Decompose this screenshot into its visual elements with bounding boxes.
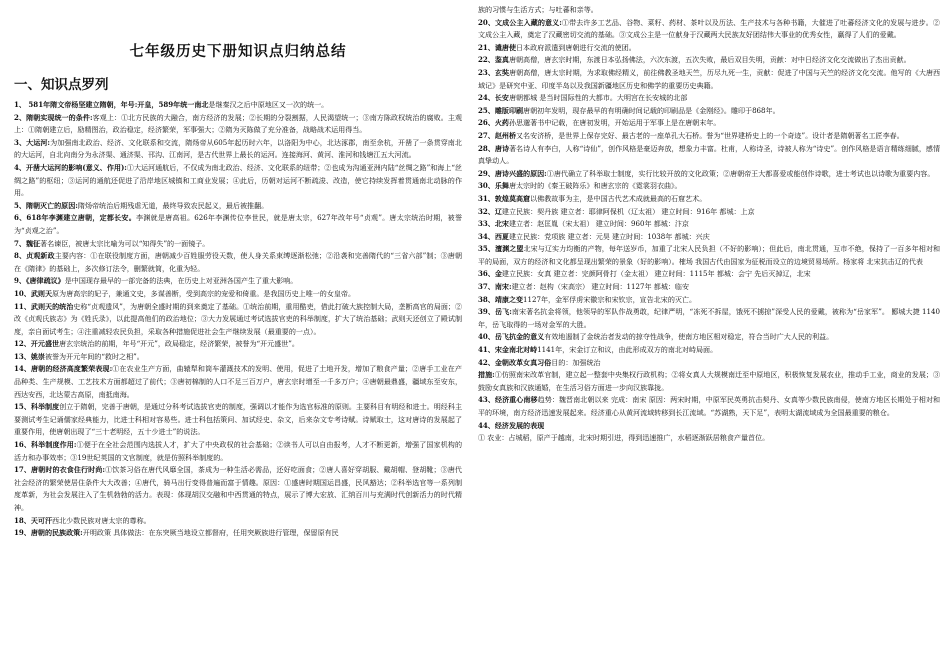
item-heading: 33、北宋 [478, 219, 509, 229]
item-heading: 12、开元盛世 [14, 339, 60, 349]
knowledge-item [14, 363, 462, 401]
item-text: ①仿照南宋改革官制，建立起一整套中央集权行政机构；②将女真人大规模南迁至中原地区，积极恢复发展农业，推动手工业，商业的发展；③鼓励女真族和汉族通婚，在生活习俗方面进一步向汉族靠拢。 [478, 370, 940, 392]
item-text: 唐太宗时的《秦王破阵乐》和唐玄宗的《霓裳羽衣曲》。 [508, 181, 682, 191]
knowledge-item [478, 231, 940, 244]
knowledge-item [478, 243, 940, 268]
item-heading: 32、辽 [478, 206, 502, 216]
item-heading: 18、天可汗 [14, 515, 52, 525]
item-text: 原为唐高宗的妃子，兼通文史，多谋善断，受到高宗的宠爱和倚重。是我国历史上唯一的女皇帝。 [52, 288, 356, 298]
knowledge-item [478, 42, 940, 55]
item-heading: 22、鉴真 [478, 55, 509, 65]
item-text: 唐朝都城 是当时国际性的大都市。大明宫在长安城的北部 [508, 93, 688, 103]
item-heading: 4、开凿大运河的影响(意义、作用): [14, 162, 127, 172]
knowledge-item [14, 338, 462, 351]
item-heading: 31、敦煌莫高窟 [478, 193, 531, 203]
item-heading: 3、大运河: [14, 137, 51, 147]
item-heading: 16、科举制度作用: [14, 440, 77, 450]
item-heading: 29、唐诗兴盛的原因: [478, 168, 547, 178]
knowledge-item [478, 143, 940, 168]
knowledge-item [478, 268, 940, 281]
item-text: 以佛教故事为主，是中国古代艺术成就最高的石窟艺术。 [530, 193, 707, 203]
item-text: 史称“贞观遗风”，为唐朝全盛时期的到来奠定了基础。①统治前期，重用酷吏，借此打破大族控制大局，垄断高官的局面；②改《贞观氏族志》为《姓氏录》，以此提高他们的政治地位；③大力发展通过考试选拔官吏的科举制度，扩大了统治基础；武则天还创立了殿试制度，亲自面试考生；④注重减轻农民负担，采取各种措施促进社会生产继续发展（最重要的一点）。 [14, 301, 462, 336]
item-text: 西北少数民族对唐太宗的尊称。 [52, 515, 151, 525]
item-text: ①大运河通航后，不仅成为南北政治、经济、文化联系的纽带；②也成为沟通亚洲内陆“丝绸之路”和海上“丝绸之路”的枢纽；③运河的通航还促进了沿岸地区城镇和工商业发展；④此后，历朝对运河不断疏浚、改造，使它持续发挥着贯通南北动脉的作用。 [14, 162, 462, 198]
item-heading: 27、赵州桥 [478, 130, 516, 140]
right-column [478, 4, 940, 668]
item-text: 南宋著名抗金将领，他领导的军队作战勇敢，纪律严明，“冻死不拆屋，饿死不掳掠”深受人民的爱戴，被称为“岳家军”。 郾城大捷 1140年，岳飞取得的一场对金军的大胜。 [478, 307, 940, 329]
item-heading: 44、经济发展的表现 [478, 420, 545, 430]
knowledge-item [478, 168, 940, 181]
knowledge-item [478, 92, 940, 105]
item-heading: 30、乐舞 [478, 181, 509, 191]
item-text: 孙思邈著书中记载，在唐初发明，开始运用于军事上是在唐朝末年。 [508, 118, 721, 128]
item-text: 为加强南北政治、经济、文化联系和交流，隋炀帝从605年起历时六年，以洛阳为中心，北达涿郡，南至余杭，开凿了一条贯穿南北的大运河，自北向南分为永济渠、通济渠、邗沟、江南河，是古代世界上最长的运河。连接海河、黄河、淮河和钱塘江五大河流。 [14, 137, 462, 160]
item-text: 唐朝初年发明，现存最早的有明确时间记载的印刷品是《金刚经》。雕印于868年。 [523, 105, 780, 115]
item-heading: 1、 581年隋文帝杨坚建立隋朝，年号:开皇，589年统一南北 [14, 100, 209, 109]
knowledge-item [478, 130, 940, 143]
item-heading: 17、唐朝时的衣食住行时尚: [14, 465, 106, 475]
item-text: 李渊就是唐高祖。626年李渊传位李世民，就是唐太宗，627年改年号“贞观”。唐太宗统治时期，被誉为“贞观之治”。 [14, 213, 462, 235]
item-heading: 14、唐朝的经济高度繁荣表现: [14, 364, 113, 374]
item-text: 族的习惯与生活方式；与吐蕃和亲等。 [478, 5, 598, 14]
item-text: 1141年，宋金订立和议，由此形成双方的南北对峙局面。 [537, 345, 718, 355]
item-heading: 6、618年李渊建立唐朝，定都长安。 [14, 213, 136, 223]
item-heading: 26、火药 [478, 118, 509, 128]
item-text: 唐朝高僧，唐太宗时期，为求取佛经精义，前往佛教圣地天竺，历尽九死一生，贡献：促进了中国与天竺的经济文化交流。他写的《大唐西域记》是研究中亚、印度半岛以及我国新疆地区历史和佛学的重要历史典籍。 [478, 67, 940, 90]
item-text: 1127年，金军俘虏宋徽宗和宋钦宗，宣告北宋的灭亡。 [523, 294, 697, 304]
item-text: 著名谏臣，被唐太宗比喻为可以“知得失”的一面镜子。 [40, 238, 210, 248]
item-text: ①唐代确立了科举取士制度，实行比较开放的文化政策；②唐朝帝王大都喜爱或能创作诗歌，进士考试也以诗歌为重要内容。 [546, 168, 935, 178]
knowledge-item [478, 306, 940, 331]
knowledge-item [478, 54, 940, 67]
item-heading: 34、西夏 [478, 231, 509, 241]
item-text: 建立民族：女真 建立者：完颜阿骨打（金太祖） 建立时间：1115年 都城：会宁 先后灭掉辽，北宋 [501, 269, 811, 279]
item-heading: 37、南宋: [478, 282, 512, 292]
item-heading: 38、靖康之变 [478, 294, 524, 304]
knowledge-item [478, 281, 940, 294]
item-heading: 19、唐朝的民族政策: [14, 528, 83, 538]
item-heading: 25、雕版印刷 [478, 105, 524, 115]
item-heading: 35、澶渊之盟 [478, 244, 524, 254]
knowledge-item [14, 464, 462, 514]
item-heading: 21、谴唐使 [478, 42, 516, 52]
item-heading: 24、长安 [478, 93, 509, 103]
item-text: ①饮茶习俗在唐代风靡全国，茶成为一种生活必需品，还好吃面食；②唐人喜好穿胡服、戴胡帽、登胡靴；③唐代社会经济的繁荣使居住条件大大改善；④唐代，骑马出行变得普遍而富于情趣。原因：①盛唐时期国运昌盛，民风豁达；②科举选官等一系列制度革新，为社会发展注入了生机勃勃的活力。表现：体现胡汉交融和中西贯通的特点，展示了博大宏放、汇纳百川与充满时代创新活力的时代精神。 [14, 465, 462, 512]
item-heading: 43、经济重心南移 [478, 395, 538, 405]
item-heading: 11、武则天的统治 [14, 301, 74, 311]
item-text: 建立者：赵匡胤（宋太祖） 建立时间：960年 都城：汴京 [508, 219, 689, 229]
item-text: ①便于在全社会范围内选拔人才，扩大了中央政权的社会基础；②读书人可以自由报考，人才不断更新，增强了国家机构的活力和办事效率；③19世纪英国的文官制度，就是仿照科举制度的。 [14, 440, 462, 462]
knowledge-item [14, 200, 462, 213]
knowledge-item [478, 117, 940, 130]
item-heading: 40、岳飞抗金的意义 [478, 332, 545, 342]
item-text: 又名安济桥，是世界上保存完好、最古老的一座单孔大石桥。誉为“世界建桥史上的一个奇迹”。设计者是隋朝著名工匠李春。 [516, 130, 904, 140]
item-text: ①带去许多工艺品、谷物、菜籽、药材、茶叶以及历法、生产技术与各种书籍，大催进了吐蕃经济文化的发展与进步。②文成公主入藏，奠定了汉藏密切交流的基础。③文成公主是一位献身于汉藏两大民族友好团结伟大事业的优秀女性，赢得了人们的爱戴。 [478, 17, 940, 40]
item-text: 客观上：①北方民族的大融合，南方经济的发展；②长期的分裂割据，人民渴望统一；③南方陈政权统治的腐败。主观上：①隋朝建立后，励精图治，政治稳定，经济繁荣，军事强大；②隋为灭陈做了充分准备，战略战术运用得当。 [14, 112, 462, 135]
right-item-list [478, 4, 940, 445]
item-heading: 措施: [478, 370, 495, 380]
knowledge-item [478, 67, 940, 92]
item-text: 是中国现存最早的一部完备的法典，在历史上对亚洲各国产生了重大影响。 [64, 276, 298, 286]
knowledge-item [478, 206, 940, 219]
knowledge-item [478, 369, 940, 394]
left-item-list [14, 99, 462, 540]
item-text: 日本政府派遣到唐朝进行交流的使团。 [516, 42, 636, 52]
item-heading: 36、金 [478, 269, 502, 279]
knowledge-item [14, 301, 462, 339]
knowledge-item [14, 99, 462, 112]
knowledge-item [14, 112, 462, 137]
item-text: 目的：加强统治 [551, 357, 601, 367]
item-heading: 10、武则天 [14, 288, 52, 298]
knowledge-item [478, 17, 940, 42]
item-text: 开明政策 具体做法：在东突厥当地设立都督府，任用突厥族进行管理，保留原有民 [82, 528, 339, 538]
item-heading: 28、唐诗 [478, 143, 509, 153]
knowledge-item [14, 275, 462, 288]
item-heading: 5、隋朝灭亡的原因: [14, 200, 78, 210]
knowledge-item [14, 212, 462, 237]
item-text: 著名诗人有李白，人称“诗仙”，创作风格是豪迈奔放，想象力丰富。杜甫，人称诗圣，诗被人称为“诗史”。创作风格是语言精练细腻，感情真挚动人。 [478, 143, 940, 166]
knowledge-item [14, 162, 462, 200]
item-text: 趋势：魏晋南北朝以来 完成：南宋 原因：两宋时期，中原军民英勇抗击契丹、女真等少数民族南侵，使南方地区长期处于相对和平的环境，南方经济迅速发展起来。经济重心从黄河流域转移到长江流域。“苏湖熟，天下足”，表明太湖流域成为全国最重要的粮仓。 [478, 395, 940, 417]
knowledge-item [14, 401, 462, 439]
knowledge-item [478, 218, 940, 231]
item-heading: 7、魏征 [14, 238, 41, 248]
item-text: 有效地遏制了金统治者发动的掠夺性战争，使南方地区相对稳定，符合当时广大人民的利益。 [544, 332, 834, 342]
knowledge-item [478, 4, 940, 17]
knowledge-item [14, 351, 462, 364]
item-text: 唐朝高僧，唐玄宗时期，东渡日本弘扬佛法，六次东渡，五次失败，最后双目失明，贡献：对中日经济文化交流做出了杰出贡献。 [508, 55, 911, 65]
item-text: ①在农业生产方面，曲辕犁和筒车灌溉技术的发明、使用，促进了土地开发，增加了粮食产量；②唐手工业在产品种类、生产规模、工艺技术方面都超过了前代；③唐初棉制的人口不足三百万户，唐玄宗时增至一千多万户；④唐朝最鼎盛，疆域东至安东，西达安西，北达蒙古高原，南抵南海。 [14, 364, 462, 399]
knowledge-item [14, 515, 462, 528]
knowledge-item [478, 193, 940, 206]
item-text: 建立者：赵构（宋高宗） 建立时间：1127年 都城：临安 [511, 282, 690, 292]
knowledge-item [478, 420, 940, 433]
item-heading: 13、姚崇 [14, 351, 45, 361]
knowledge-item [478, 344, 940, 357]
section-heading: 一、知识点罗列 [14, 77, 109, 93]
item-text: 是继秦汉之后中原地区又一次的统一。 [208, 100, 329, 109]
item-text: 主要内容：①在联役制度方面，唐朝减少百姓服劳役天数，使人身关系束缚逐渐松弛；②沿袭和完善隋代的“三省六部”制；③唐朝在《隋律》的基础上，多次修订法令，删繁就简，化重为轻。 [14, 251, 462, 273]
knowledge-item [478, 180, 940, 193]
item-heading: 39、岳飞: [478, 307, 512, 317]
item-text: 建立民族：党项族 建立者：元昊 建立时间：1038年 都城：兴庆 [508, 231, 710, 241]
knowledge-item [14, 527, 462, 540]
item-text: 建立民族：契丹族 建立者：耶律阿保机（辽太祖） 建立时间：916年 都城：上京 [501, 206, 755, 216]
knowledge-item [14, 238, 462, 251]
knowledge-item [478, 331, 940, 344]
knowledge-item [478, 394, 940, 419]
item-text: 唐玄宗统治的前期，年号“开元”，政局稳定，经济繁荣，被誉为“开元盛世”。 [59, 339, 299, 349]
item-heading: 42、金朝改革女真习俗 [478, 357, 552, 367]
item-text: ① 农业：占城稻，原产于越南，北宋时期引进，得到迅速推广，水稻逐渐跃居粮食产量首位。 [478, 433, 770, 443]
item-heading: 8、贞观新政 [14, 251, 55, 261]
item-heading: 20、文成公主入藏的意义: [478, 17, 562, 27]
knowledge-item [14, 288, 462, 301]
knowledge-item [478, 105, 940, 118]
item-heading: 2、隋朝实现统一的条件: [14, 112, 93, 122]
document-title: 七年级历史下册知识点归纳总结 [129, 44, 347, 60]
knowledge-item [14, 137, 462, 162]
item-heading: 9、《唐律疏议》 [14, 276, 65, 286]
item-heading: 23、玄奘 [478, 67, 510, 77]
item-text: 被誉为开元年间的“救时之相”。 [44, 351, 144, 361]
item-text: 创立于隋朝，完善于唐朝，是通过分科考试选拔官吏的制度，强调以才能作为选官标准的原则。主要科目有明经和进士。明经科主要测试考生记诵儒家经典能力，比进士科相对容易些。进士科包括策问、加试经史、杂文，后来杂文专考诗赋。诗赋取士，这对唐诗的发展起了重要作用，使唐朝出现了“三十老明经，五十少进士”的说法。 [14, 402, 462, 437]
left-column [14, 4, 462, 668]
knowledge-item [14, 439, 462, 464]
knowledge-item [478, 432, 940, 445]
knowledge-item [478, 294, 940, 307]
item-heading: 41、宋金南北对峙 [478, 345, 538, 355]
item-heading: 15、科举制度 [14, 402, 60, 412]
item-text: 北宋与辽实力均衡的产物，每年送岁币，加重了北宋人民负担（不好的影响）；但此后，南北贯通，互市不绝，保持了一百多年相对和平的局面，双方的经济和文化都呈现出繁荣的景象（好的影响）。榷场 我国古代由国家为征税而设立的边境贸易场所。杨家将 北宋抗击辽的代表 [478, 244, 940, 266]
item-text: 隋炀帝统治后期残虐无道，最终导致农民起义，最后被推翻。 [77, 200, 269, 210]
knowledge-item [478, 357, 940, 370]
knowledge-item [14, 250, 462, 275]
